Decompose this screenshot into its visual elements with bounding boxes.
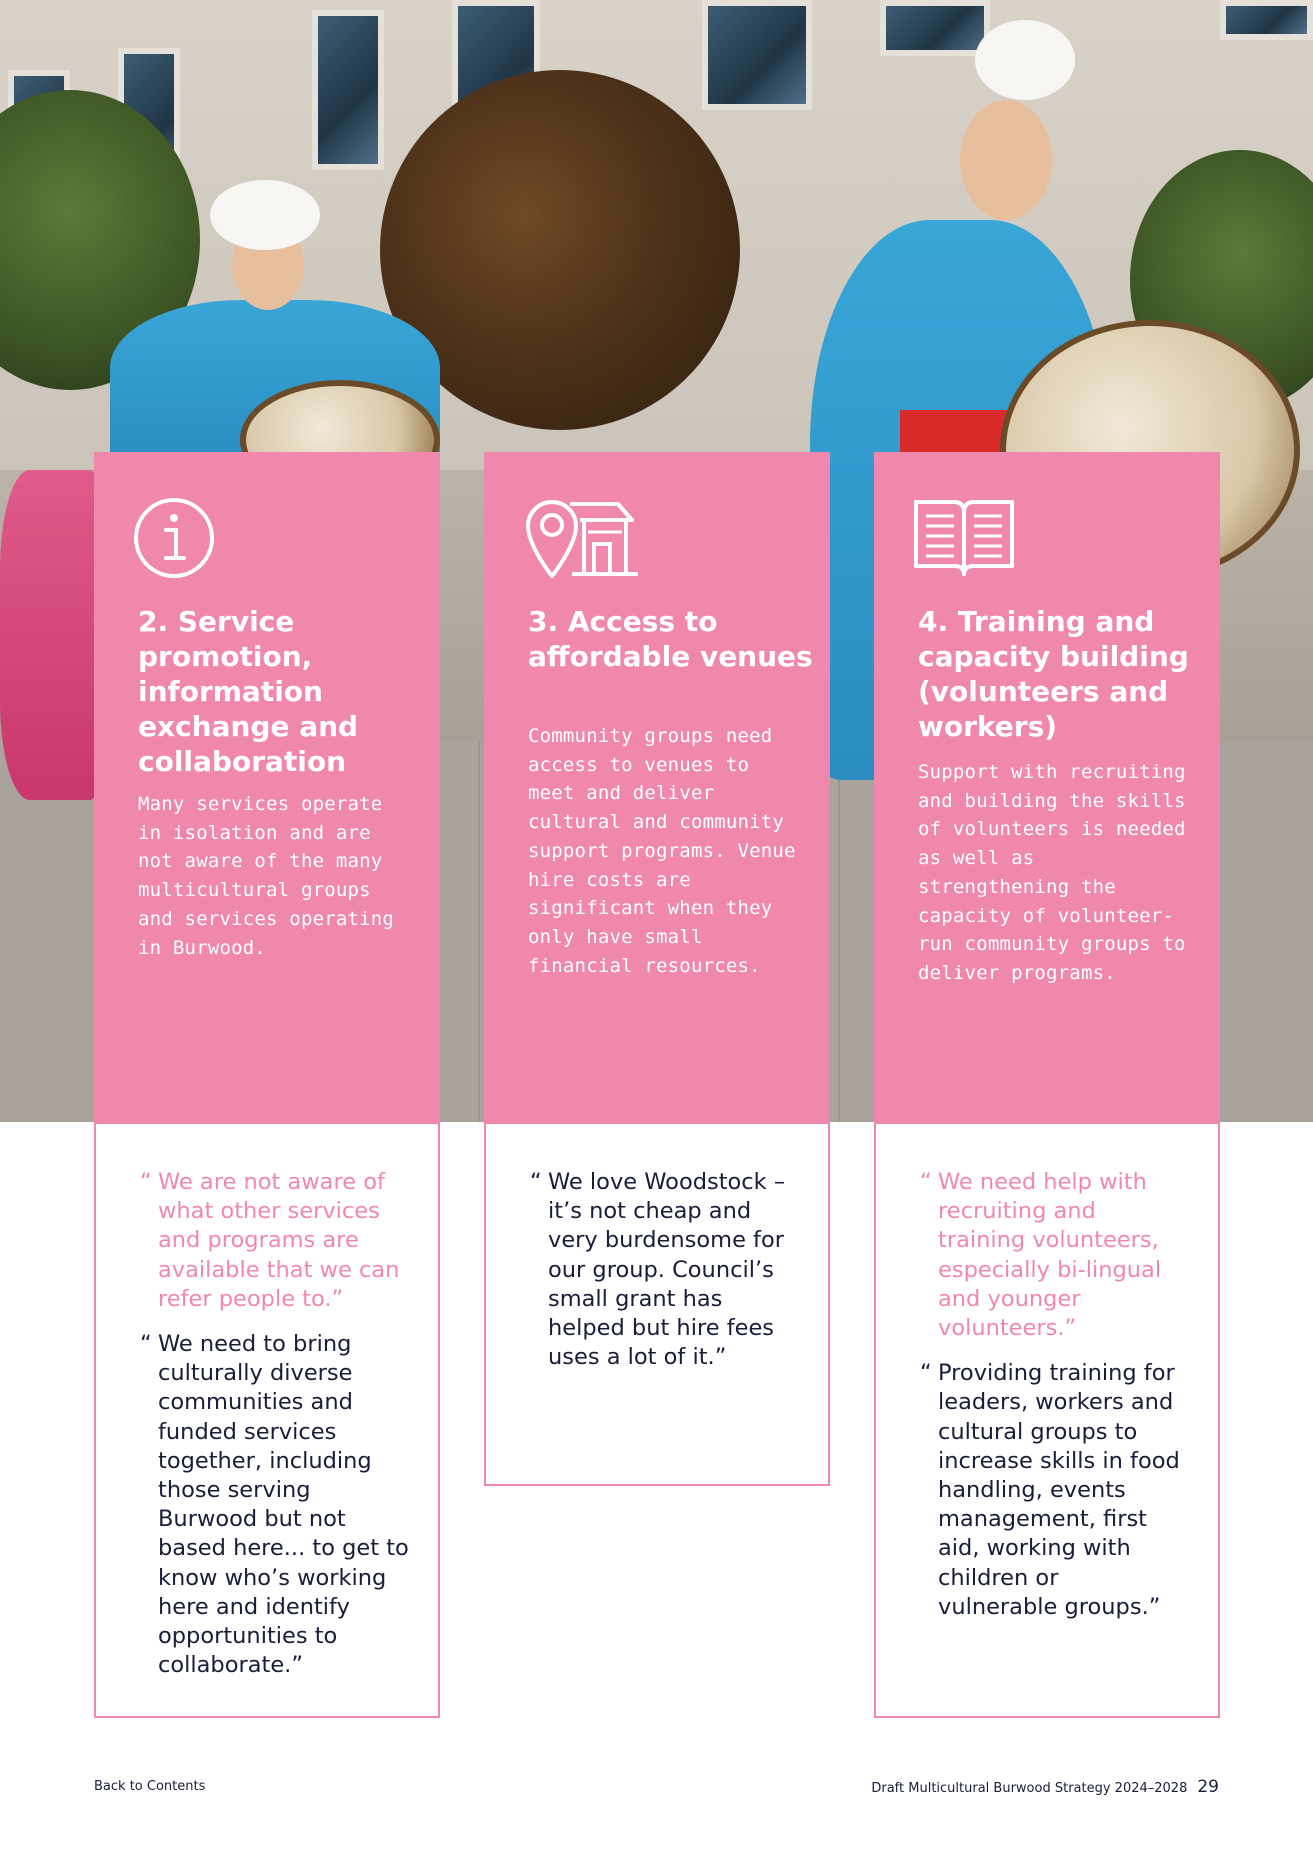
dancer-headdress (210, 180, 320, 250)
quote-text: We are not aware of what other services and programs are available that we can refer people to.” (158, 1169, 400, 1312)
quote-mark: “ (530, 1169, 542, 1195)
building-window (702, 0, 812, 110)
quote-text: Providing training for leaders, workers and cultural groups to increase skills in food handling, events management, first aid, working with children or vulnerable groups.” (938, 1360, 1180, 1620)
quote-box (94, 1124, 440, 1718)
document-title: Draft Multicultural Burwood Strategy 2024–2028 (871, 1781, 1188, 1796)
quote-mark: “ (920, 1169, 932, 1195)
location-pin-building-icon (522, 494, 642, 580)
open-book-icon (912, 494, 1016, 580)
card-title: 3. Access to affordable venues (528, 605, 813, 673)
info-circle-icon (132, 494, 228, 580)
quote-mark: “ (140, 1331, 152, 1358)
building-window (1220, 0, 1313, 40)
card-affordable-venues (484, 452, 830, 1124)
card-title: 2. Service promotion, information exchange and collaboration (138, 605, 359, 778)
card-body: Support with recruiting and building the skills of volunteers is needed as well as strengthening the capacity of volunteer-run community groups to deliver programs. (918, 761, 1186, 984)
card-body: Many services operate in isolation and are not aware of the many multicultural groups and services operating in Burwood. (138, 793, 395, 959)
building-window (880, 0, 990, 56)
quote-text: We need help with recruiting and training volunteers, especially bi-lingual and younger volunteers.” (938, 1169, 1162, 1342)
dancer-headdress (975, 20, 1075, 100)
quote (920, 1168, 1180, 1343)
page-footer (871, 1777, 1219, 1797)
building-window (312, 10, 384, 170)
quote (920, 1359, 1180, 1622)
dancer-face (960, 100, 1052, 220)
quote-box (484, 1124, 830, 1486)
page-number: 29 (1197, 1777, 1219, 1797)
card-service-promotion (94, 452, 440, 1124)
quote-text: We need to bring culturally diverse communities and funded services together, including those serving Burwood but not based here... to get to know who’s working here and identify opportunities to collaborate.” (158, 1331, 409, 1679)
quote (530, 1168, 802, 1372)
card-body: Community groups need access to venues to meet and deliver cultural and community support programs. Venue hire costs are significant when they only have small financial resources. (528, 725, 796, 977)
quote (140, 1168, 412, 1314)
card-training-capacity (874, 452, 1220, 1124)
dancer-skirt (0, 470, 100, 800)
quote-box (874, 1124, 1220, 1718)
quote-mark: “ (140, 1169, 152, 1195)
quote-mark: “ (920, 1360, 932, 1387)
back-to-contents-link[interactable]: Back to Contents (94, 1779, 206, 1794)
quote (140, 1330, 412, 1680)
card-title: 4. Training and capacity building (volunteers and workers) (918, 605, 1189, 743)
quote-text: We love Woodstock – it’s not cheap and very burdensome for our group. Council’s small grant has helped but hire fees uses a lot of it.” (548, 1169, 786, 1371)
